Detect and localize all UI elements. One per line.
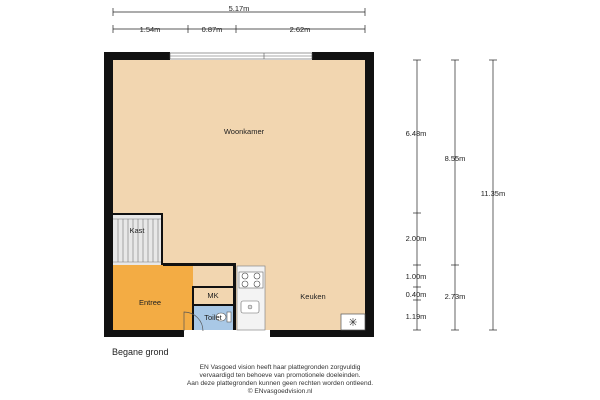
disclaimer-line: vervaardigd ten behoeve van promotionele doeleinden. [199,372,361,379]
dim-total-width: 5.17m [228,4,250,13]
dim-height-3: 1.00m [405,272,427,281]
disclaimer-line: Aan deze plattegronden kunnen geen rechten worden ontleend. [186,380,374,387]
dim-width-1: 1.54m [139,25,161,34]
room-label-keuken: Keuken [300,292,326,301]
dim-height-5: 1.19m [405,312,427,321]
window-top [170,53,312,59]
room-label-toilet: Toilet [204,313,222,322]
dim-width-2: 0.87m [201,25,223,34]
dim-height-1: 6.48m [405,129,427,138]
kitchen-counter [237,266,265,330]
dim-height-4: 0.40m [405,290,427,299]
disclaimer-line: EN Vasgoed vision heeft haar plattegronden zorgvuldig [199,364,361,371]
dim-width-3: 2.62m [289,25,311,34]
meter-cupboard-icon [341,314,365,330]
dim-height-mid-1: 8.55m [444,154,466,163]
room-label-kast: Kast [129,226,145,235]
floor-label: Begane grond [112,347,169,357]
room-label-woonkamer: Woonkamer [223,127,265,136]
dim-height-2: 2.00m [405,234,427,243]
dim-height-mid-2: 2.73m [444,292,466,301]
room-label-mk: MK [207,291,219,300]
disclaimer [80,364,480,396]
dim-height-total: 11.35m [480,189,506,198]
room-label-entree: Entree [138,298,162,307]
disclaimer-line: © ENvasgoedvision.nl [247,388,313,395]
